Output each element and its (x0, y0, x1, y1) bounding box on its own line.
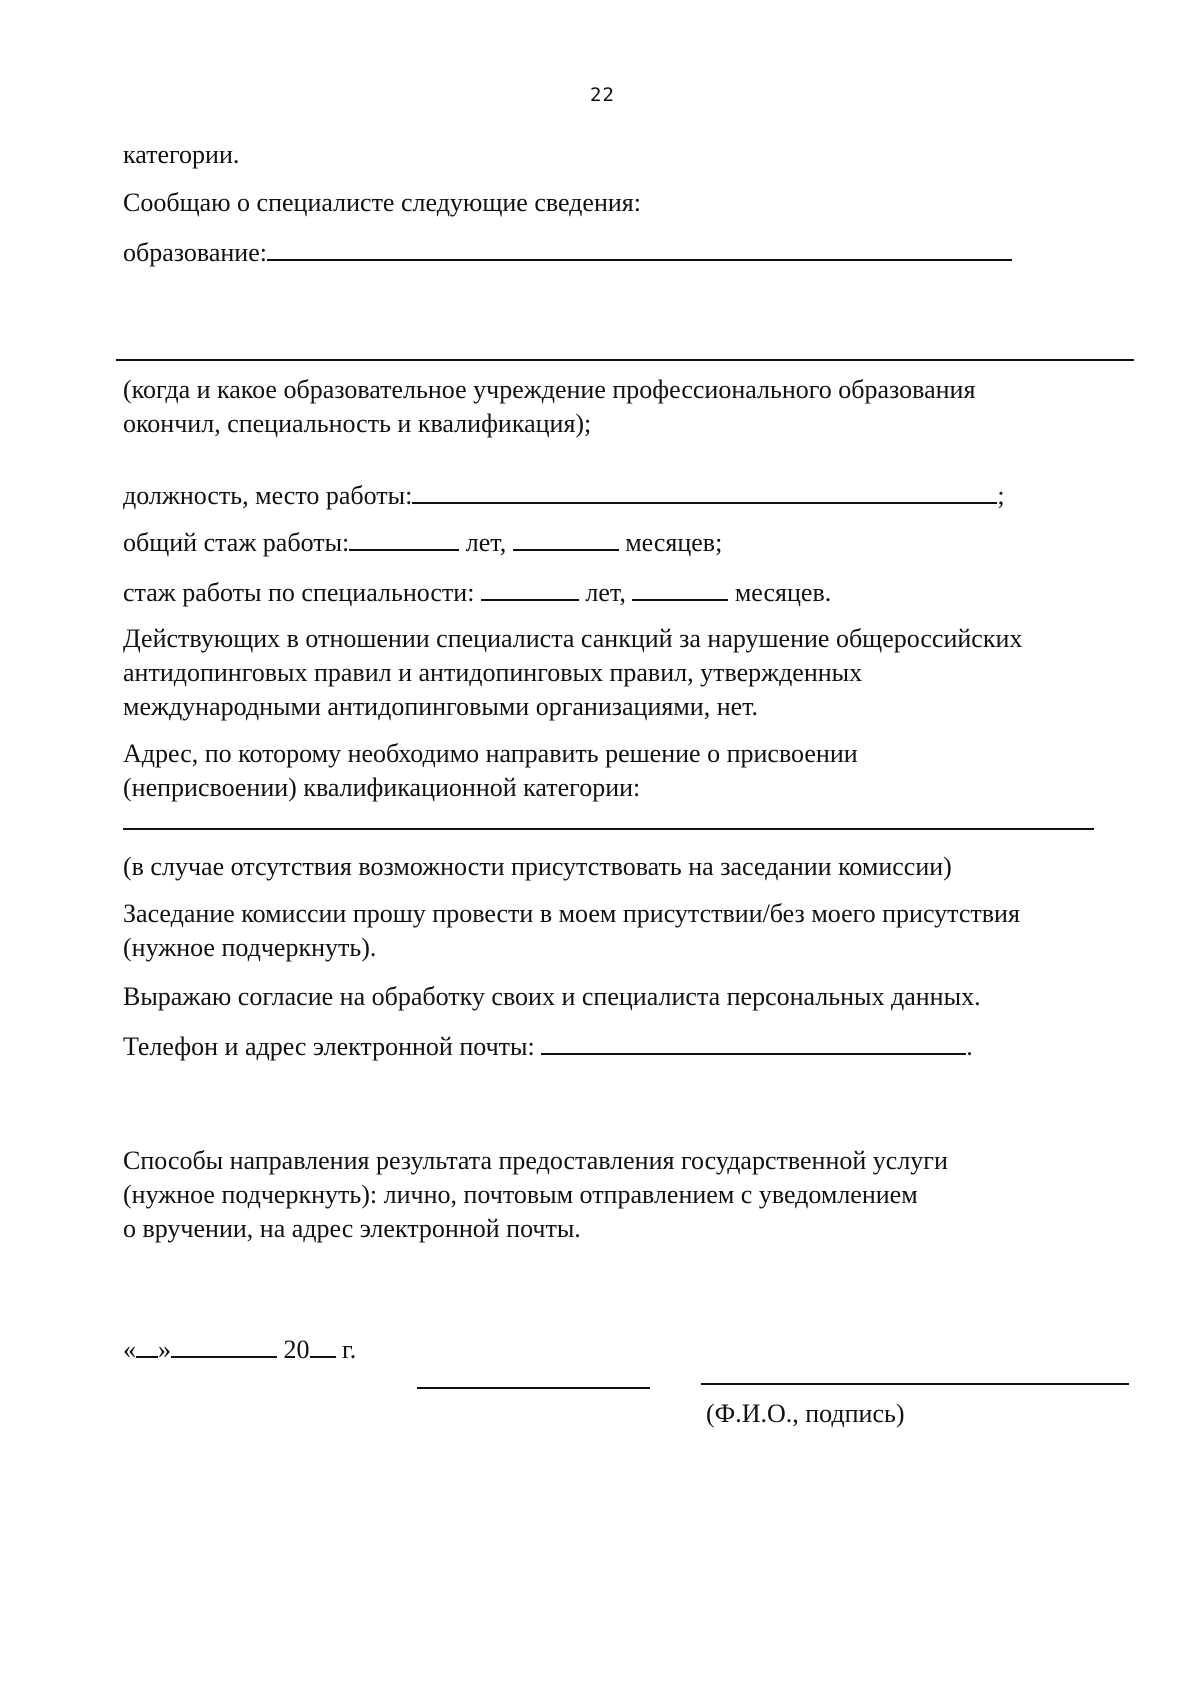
specialty-months-label: месяцев. (734, 578, 832, 607)
total-experience-row (123, 525, 722, 560)
sanctions-line-2: антидопинговых правил и антидопинговых правил, утвержденных (123, 658, 863, 687)
meeting-line-2: (нужное подчеркнуть). (123, 933, 377, 962)
specialty-months-field[interactable] (632, 575, 728, 601)
phone-row (123, 1029, 973, 1064)
education-row (123, 235, 1012, 270)
date-close-quote: » (158, 1335, 171, 1364)
year-field[interactable] (310, 1332, 336, 1358)
specialty-years-field[interactable] (481, 575, 579, 601)
day-field[interactable] (136, 1332, 158, 1358)
categories-line: категории. (123, 140, 240, 169)
position-field[interactable] (412, 478, 997, 504)
date-row (123, 1332, 356, 1367)
position-row (123, 478, 1005, 513)
total-years-field[interactable] (349, 525, 459, 551)
address-line-2: (неприсвоении) квалификационной категории: (123, 773, 641, 802)
phone-label: Телефон и адрес электронной почты: (123, 1032, 535, 1061)
position-end: ; (997, 481, 1005, 510)
position-label: должность, место работы: (123, 481, 413, 510)
methods-line-3: о вручении, на адрес электронной почты. (123, 1214, 581, 1243)
address-field[interactable] (123, 828, 1094, 830)
consent-line: Выражаю согласие на обработку своих и специалиста персональных данных. (123, 982, 981, 1011)
sanctions-line-3: международными антидопинговыми организациями, нет. (123, 692, 759, 721)
date-open-quote: « (123, 1335, 136, 1364)
month-field[interactable] (171, 1332, 277, 1358)
date-year-prefix: 20 (283, 1335, 310, 1364)
education-note-line-2: окончил, специальность и квалификация); (123, 409, 592, 438)
methods-line-1: Способы направления результата предоставления государственной услуги (123, 1146, 948, 1175)
date-year-suffix: г. (342, 1335, 357, 1364)
intro-line: Сообщаю о специалисте следующие сведения: (123, 188, 641, 217)
phone-email-field[interactable] (541, 1029, 966, 1055)
total-months-field[interactable] (513, 525, 619, 551)
absence-note: (в случае отсутствия возможности присутствовать на заседании комиссии) (123, 852, 952, 881)
education-label: образование: (123, 238, 267, 267)
total-experience-label: общий стаж работы: (123, 528, 350, 557)
signature-line[interactable] (417, 1387, 650, 1389)
education-field[interactable] (267, 235, 1012, 261)
address-line-1: Адрес, по которому необходимо направить решение о присвоении (123, 739, 858, 768)
sanctions-line-1: Действующих в отношении специалиста санкций за нарушение общероссийских (123, 624, 1023, 653)
page-number: 22 (590, 84, 615, 106)
specialty-experience-row (123, 575, 831, 610)
specialty-experience-label: стаж работы по специальности: (123, 578, 475, 607)
meeting-line-1: Заседание комиссии прошу провести в моем присутствии/без моего присутствия (123, 899, 1020, 928)
signature-caption: (Ф.И.О., подпись) (706, 1399, 905, 1428)
methods-line-2: (нужное подчеркнуть): лично, почтовым отправлением с уведомлением (123, 1180, 918, 1209)
education-continuation-line[interactable] (116, 359, 1134, 361)
total-years-label: лет, (465, 528, 507, 557)
education-note-line-1: (когда и какое образовательное учреждение профессионального образования (123, 375, 976, 404)
full-name-signature-line[interactable] (701, 1383, 1129, 1385)
total-months-label: месяцев; (625, 528, 723, 557)
phone-end: . (966, 1032, 973, 1061)
specialty-years-label: лет, (585, 578, 626, 607)
